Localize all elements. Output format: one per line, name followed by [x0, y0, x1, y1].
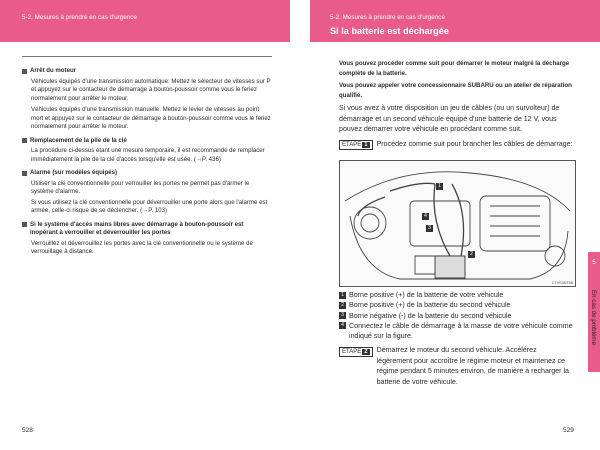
right-page-header: [310, 0, 600, 42]
item-heading: Alarme (sur modèles équipés): [22, 169, 272, 178]
figure-code: CTHS0NT5B: [552, 281, 573, 285]
figure-marker: 4: [422, 213, 429, 220]
item-heading: Si le système d'accès mains libres avec démarrage à bouton-poussoir est inopérant à verrouiller et déverrouiller les portes: [22, 221, 272, 238]
legend-item: 3 Borne négative (-) de la batterie du second véhicule: [339, 311, 574, 321]
chapter-label: En cas de problème: [590, 290, 597, 346]
item-paragraph: La procédure ci-dessus étant une mesure temporaire, il est recommandé de remplacer immédiatement la pile de la clé d'accès lorsqu'elle est usée. (→P. 436): [31, 147, 265, 163]
figure-marker: 1: [436, 183, 443, 190]
page-gutter: [290, 0, 310, 450]
right-page-number: 529: [563, 427, 574, 434]
header-rule: [22, 56, 272, 57]
engine-illustration: [340, 161, 575, 286]
step-text: Procédez comme suit pour brancher les câbles de démarrage:: [376, 139, 573, 148]
step-badge: ÉTAPE 2: [339, 347, 373, 357]
chapter-number: 5: [592, 260, 596, 266]
figure-marker: 2: [468, 251, 475, 258]
item-paragraph: Si vous utilisez la clé conventionnelle pour déverrouiller une porte alors que l'alarme est armée, celle-ci risque de se déclencher. (→P. 103): [31, 198, 268, 214]
left-page-number: 528: [22, 427, 33, 434]
legend-item: 4 Connectez le câble de démarrage à la masse de votre véhicule comme indiqué sur la figure.: [339, 321, 574, 342]
item-paragraph: Véhicules équipés d'une transmission automatique: Mettez le sélecteur de vitesses sur P et appuyez sur le contacteur de démarrage à bouton-poussoir comme vous le feriez normalement pour arrêter le moteur.: [31, 77, 271, 102]
intro-text: Si vous avez à votre disposition un jeu de câbles (ou un survolteur) de démarrage et un second véhicule équipé d'une batterie de 12 V, vous pouvez démarrer votre véhicule en procédant comme suit.: [339, 104, 560, 133]
item-heading: Arrêt du moteur: [22, 67, 272, 76]
step-text: Démarrez le moteur du second véhicule. Accélérez légèrement pour accroître le régime moteur et maintenez ce régime pendant 5 minutes environ, de manière à recharger la batterie de votre véhicule.: [376, 346, 570, 386]
intro-bold: Vous pouvez procéder comme suit pour démarrer le moteur malgré la décharge complète de la batterie.: [339, 60, 570, 77]
page-title: Si la batterie est déchargée: [330, 26, 449, 36]
bullet-square-icon: [22, 69, 27, 74]
step-1: [339, 139, 574, 151]
bullet-square-icon: [22, 222, 27, 227]
legend-item: 2 Borne positive (+) de la batterie du second véhicule: [339, 300, 574, 310]
right-page-intro: [339, 59, 574, 150]
left-section-header: 5-2. Mesures à prendre en cas d'urgence: [22, 14, 137, 21]
intro-bold: Vous pouvez appeler votre concessionnaire SUBARU ou un atelier de réparation qualifié.: [339, 82, 572, 99]
left-page-header: [0, 0, 290, 42]
step-2: [339, 345, 574, 387]
item-paragraph: Véhicules équipés d'une transmission manuelle: Mettez le levier de vitesses au point mort et appuyez sur le contacteur de démarrage à bouton-poussoir comme vous le feriez normalement pour arrêter le moteur.: [31, 106, 271, 130]
figure-legend: [339, 290, 574, 341]
engine-bay-figure: [339, 160, 576, 287]
legend-item: 1 Borne positive (+) de la batterie de votre véhicule: [339, 290, 574, 300]
item-paragraph: Verrouillez et déverrouillez les portes avec la clé conventionnelle ou le système de verrouillage à distance.: [31, 239, 253, 255]
bullet-square-icon: [22, 138, 27, 143]
right-section-header: 5-2. Mesures à prendre en cas d'urgence: [330, 14, 445, 21]
item-heading: Remplacement de la pile de la clé: [22, 137, 272, 146]
left-page-content: [22, 62, 272, 260]
item-paragraph: Utiliser la clé conventionnelle pour verrouiller les portes ne permet pas d'armer le système d'alarme.: [31, 179, 250, 195]
figure-marker: 3: [426, 225, 433, 232]
bullet-square-icon: [22, 171, 27, 176]
step-badge: ÉTAPE 1: [339, 140, 373, 150]
